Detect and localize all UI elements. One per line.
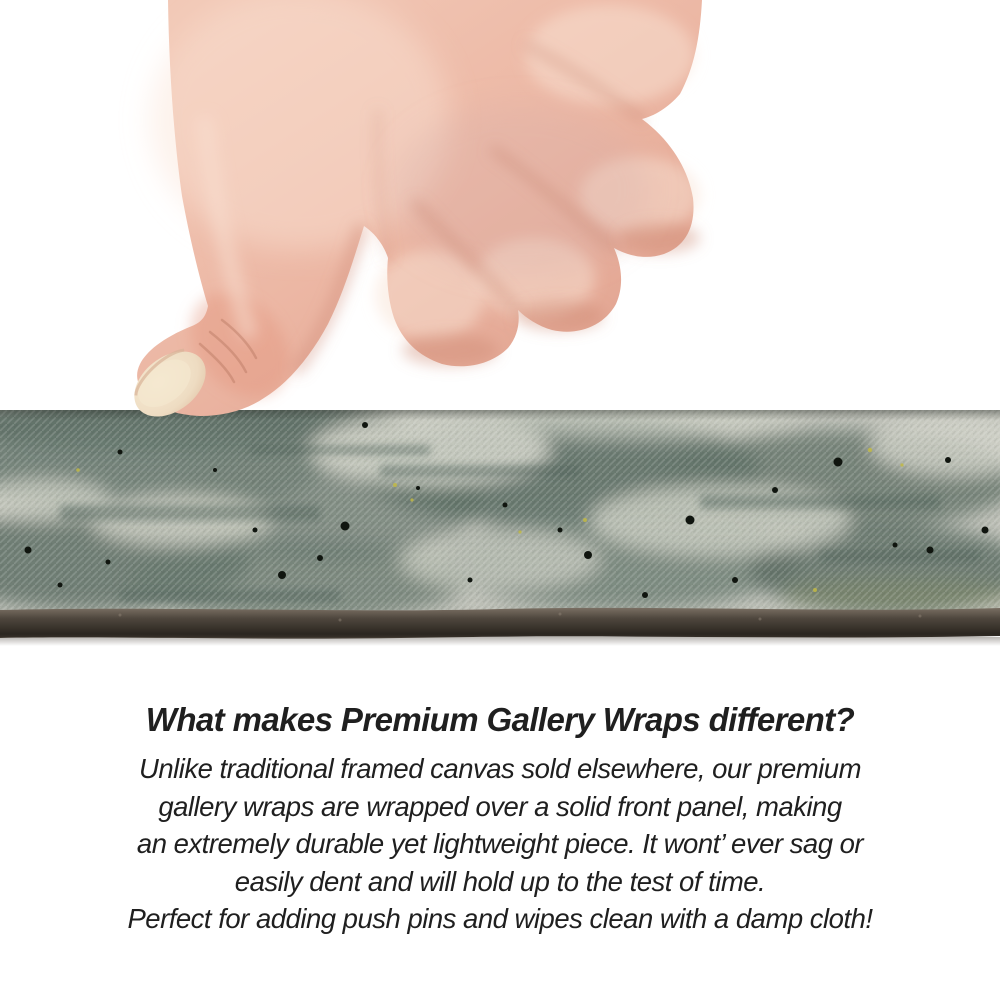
caption-line-2: gallery wraps are wrapped over a solid front panel, making bbox=[158, 790, 842, 822]
caption bbox=[0, 701, 1000, 938]
caption-line-4: easily dent and will hold up to the test of time. bbox=[234, 865, 766, 897]
hand-photo bbox=[0, 0, 1000, 420]
caption-line-1: Unlike traditional framed canvas sold elsewhere, our premium bbox=[138, 753, 861, 784]
caption-line-5: Perfect for adding push pins and wipes clean with a damp cloth! bbox=[127, 903, 873, 934]
canvas-dark-edge bbox=[0, 608, 1000, 639]
caption-line-3: an extremely durable yet lightweight piece. It wont’ ever sag or bbox=[136, 828, 864, 859]
caption-heading: What makes Premium Gallery Wraps different? bbox=[145, 701, 855, 738]
canvas-edge-photo bbox=[0, 410, 1000, 646]
